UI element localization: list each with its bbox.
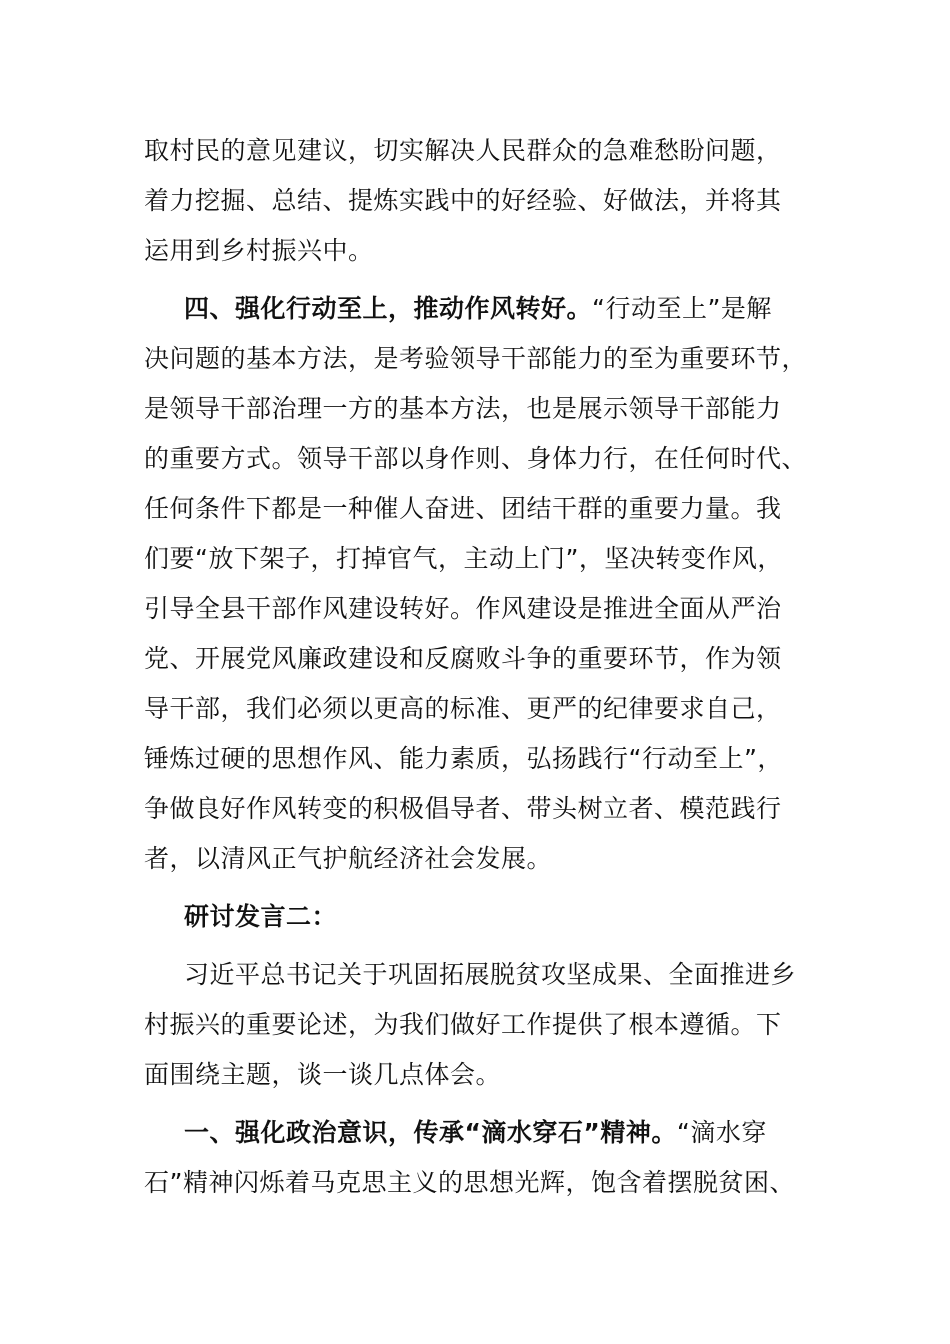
text-line: 习近平总书记关于巩固拓展脱贫攻坚成果、全面推进乡 bbox=[184, 960, 797, 989]
text-line: 村振兴的重要论述，为我们做好工作提供了根本遵循。下 bbox=[144, 1010, 782, 1039]
text-line: 的重要方式。领导干部以身作则、身体力行，在任何时代、 bbox=[144, 444, 808, 473]
paragraph-heading: 一、强化政治意识，传承“滴水穿石”精神。 bbox=[184, 1118, 677, 1147]
paragraph-2 bbox=[144, 284, 806, 884]
text-line: 引导全县干部作风建设转好。作风建设是推进全面从严治 bbox=[144, 594, 782, 623]
section-title: 研讨发言二： bbox=[184, 902, 338, 931]
text-line: 面围绕主题，谈一谈几点体会。 bbox=[144, 1060, 502, 1089]
text-line: 党、开展党风廉政建设和反腐败斗争的重要环节，作为领 bbox=[144, 644, 782, 673]
text-line: 着力挖掘、总结、提炼实践中的好经验、好做法，并将其 bbox=[144, 186, 782, 215]
paragraph-spacer bbox=[144, 276, 806, 284]
text-line: 们要“放下架子，打掉官气，主动上门”，坚决转变作风， bbox=[144, 544, 783, 573]
text-line: 锤炼过硬的思想作风、能力素质，弘扬践行“行动至上”， bbox=[144, 744, 783, 773]
text-line: 导干部，我们必须以更高的标准、更严的纪律要求自己， bbox=[144, 694, 782, 723]
text-line: 是领导干部治理一方的基本方法，也是展示领导干部能力 bbox=[144, 394, 782, 423]
paragraph-spacer bbox=[144, 884, 806, 892]
text-line: 任何条件下都是一种催人奋进、团结干群的重要力量。我 bbox=[144, 494, 782, 523]
paragraph-text: “滴水穿 bbox=[676, 1118, 767, 1147]
paragraph-heading: 四、强化行动至上，推动作风转好。 bbox=[184, 294, 593, 323]
text-line: 取村民的意见建议，切实解决人民群众的急难愁盼问题， bbox=[144, 136, 782, 165]
text-line: 石”精神闪烁着马克思主义的思想光辉，饱含着摆脱贫困、 bbox=[144, 1168, 795, 1197]
paragraph-first-line bbox=[144, 1108, 806, 1158]
paragraph-spacer bbox=[144, 942, 806, 950]
paragraph-first-line bbox=[144, 284, 806, 334]
paragraph-3 bbox=[144, 950, 806, 1100]
text-line: 运用到乡村振兴中。 bbox=[144, 236, 374, 265]
document-body bbox=[144, 126, 806, 1208]
paragraph-text: “行动至上”是解 bbox=[592, 294, 772, 323]
paragraph-1 bbox=[144, 126, 806, 276]
paragraph-spacer bbox=[144, 1100, 806, 1108]
text-line: 决问题的基本方法，是考验领导干部能力的至为重要环节， bbox=[144, 344, 808, 373]
paragraph-4 bbox=[144, 1108, 806, 1208]
text-line: 者，以清风正气护航经济社会发展。 bbox=[144, 844, 553, 873]
text-line: 争做良好作风转变的积极倡导者、带头树立者、模范践行 bbox=[144, 794, 782, 823]
